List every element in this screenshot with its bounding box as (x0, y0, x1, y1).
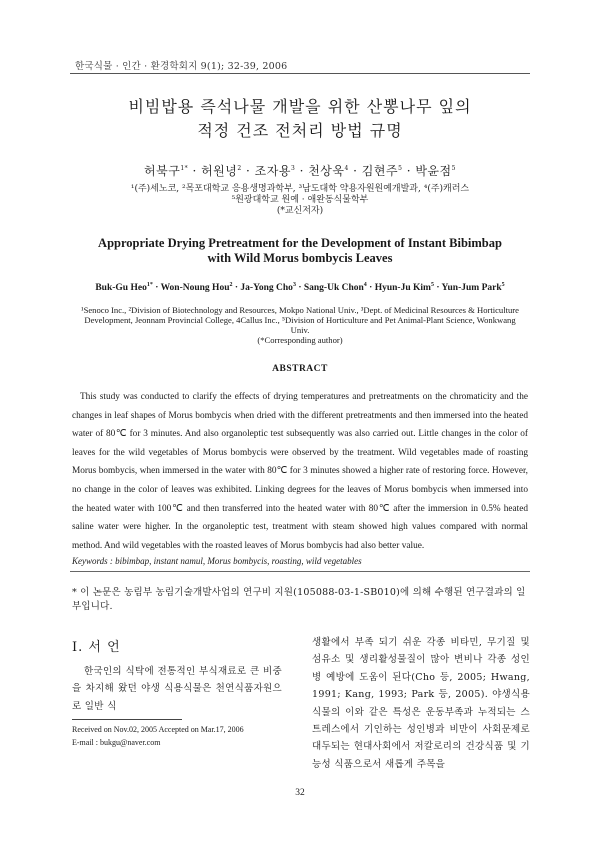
header-rule (70, 73, 530, 74)
author-affiliation-marker: 4 (363, 281, 367, 288)
author-separator: · (295, 283, 304, 293)
author-affiliation-marker: 2 (237, 165, 242, 172)
author-affiliation-marker: 3 (292, 281, 296, 288)
author-affiliation-marker: 5 (501, 281, 505, 288)
left-column (72, 663, 282, 715)
author-name: 천상욱 (308, 164, 345, 178)
running-head: 한국식물 · 인간 · 환경학회지 9(1); 32-39, 2006 (75, 61, 288, 72)
author-separator: · (152, 283, 161, 293)
right-column-paragraph: 생활에서 부족 되기 쉬운 각종 비타민, 무기질 및 섬유소 및 생리활성물질이 많아 변비나 각종 성인병 예방에 도움이 된다(Cho 등, 2005; Hwang, 1991; Kang, 1993; Park 등, 2005). 야생식용식물의 이와 같은 특성은 운동부족과 누적되는 스트레스에서 기인하는 성인병과 비만이 사회문제로 대두되는 현대사회에서 저칼로리의 건강식품 및 기능성 식품으로서 새롭게 주목을 (312, 637, 530, 770)
author-separator: · (232, 283, 241, 293)
korean-affiliation-line-3: (*교신저자) (276, 206, 324, 216)
korean-author-list (70, 162, 530, 179)
received-accepted-dates: Received on Nov.02, 2005 Accepted on Mar.17, 2006 (72, 725, 244, 734)
keywords-rule (70, 571, 530, 572)
author-name: Ja-Yong Cho (240, 283, 293, 293)
author-separator: · (402, 164, 416, 178)
author-name: Hyun-Ju Kim (374, 283, 431, 293)
author-name: 박윤점 (415, 164, 452, 178)
author-affiliation-marker: 5 (398, 165, 403, 172)
author-name: Sang-Uk Chon (303, 283, 364, 293)
korean-title-line-1: 비빔밥용 즉석나물 개발을 위한 산뽕나무 잎의 (128, 97, 472, 116)
author-separator: · (366, 283, 375, 293)
article-dates (72, 723, 244, 749)
author-separator: · (433, 283, 442, 293)
right-column (312, 634, 530, 773)
author-name: 김현주 (361, 164, 399, 178)
corresponding-author-note: (*Corresponding author) (257, 335, 343, 345)
korean-title-line-2: 적정 건조 전처리 방법 규명 (197, 121, 403, 140)
author-email[interactable]: E-mail : bukgu@naver.com (72, 738, 161, 747)
page-number: 32 (295, 788, 305, 798)
author-name: 허원녕 (201, 164, 238, 178)
author-affiliation-marker: 3 (290, 165, 296, 172)
abstract-heading: ABSTRACT (272, 364, 328, 374)
english-author-list (70, 283, 530, 293)
korean-affiliation-line-1: ¹(주)세노코, ²목포대학교 응용생명과학부, ³남도대학 약용자원원예개발과, ⁴(주)캐러스 (130, 184, 470, 194)
author-name: 허북구 (144, 164, 181, 178)
author-separator: · (241, 164, 255, 178)
author-affiliation-marker: 1* (180, 165, 189, 172)
english-affiliation-line-3: Univ. (290, 325, 310, 335)
author-affiliation-marker: 4 (344, 165, 349, 172)
footnote-rule (72, 719, 182, 720)
author-separator: · (348, 164, 362, 178)
keywords: Keywords : bibimbap, instant namul, Morus bombycis, roasting, wild vegetables (72, 556, 362, 566)
korean-affiliation-line-2: ⁵원광대학교 원예 · 애완동식물학부 (231, 195, 369, 205)
english-title-line-2: with Wild Morus bombycis Leaves (207, 251, 393, 265)
english-affiliation-line-2: Development, Jeonnam Provincial College, 4Callus Inc., ⁵Division of Horticulture and Pet Animal-Plant Science, Wonkwang (84, 315, 516, 325)
author-name: Won-Noung Hou (160, 283, 230, 293)
author-affiliation-marker: 1* (146, 281, 153, 288)
left-column-paragraph: 한국인의 식탁에 전통적인 부식재료로 큰 비중을 차지해 왔던 야생 식용식물은 천연식품자원으로 일반 식 (72, 666, 282, 712)
author-separator: · (188, 164, 202, 178)
english-affiliation-line-1: ¹Senoco Inc., ²Division of Biotechnology and Resources, Mokpo National Univ., ³Dept. of Medicinal Resources & Horticulture (81, 305, 519, 315)
section-title-introduction: Ⅰ. 서 언 (72, 640, 121, 655)
english-title-line-1: Appropriate Drying Pretreatment for the Development of Instant Bibimbap (98, 236, 502, 250)
author-affiliation-marker: 2 (229, 281, 233, 288)
author-separator: · (295, 164, 309, 178)
author-name: Buk-Gu Heo (95, 283, 147, 293)
abstract-body: This study was conducted to clarify the effects of drying temperatures and pretreatments on the chromaticity and the changes in leaf shapes of Morus bombycis when dried with the different pretreatments and then immersed into the heated water of 80℃ for 3 minutes. And also organoleptic test subsequently was also carried out. Little changes in the color of leaves for the wild vegetables of Morus bombycis were observed by the treatment. Wild vegetables made of roasting Morus bombycis, when immersed in the water with 80℃ for 3 minutes showed a higher rate of restoring force. However, no change in the color of leaves was exhibited. Linking degrees for the leaves of Morus bombycis when immersed into the heated water with 100℃ and then transferred into the heated water with 80℃ after the immersion in 0.5% heated saline water were higher. In the organoleptic test, treatment with steam showed high values compared with normal method. And wild vegetables with the roasted leaves of Morus bombycis had also better value. (72, 392, 528, 551)
author-name: Yun-Jum Park (441, 283, 502, 293)
author-name: 조자용 (254, 164, 291, 178)
funding-footnote: * 이 논문은 농림부 농림기술개발사업의 연구비 지원(105088-03-1-SB010)에 의해 수행된 연구결과의 일부입니다. (72, 587, 526, 612)
author-affiliation-marker: 5 (451, 165, 456, 172)
author-affiliation-marker: 5 (430, 281, 434, 288)
